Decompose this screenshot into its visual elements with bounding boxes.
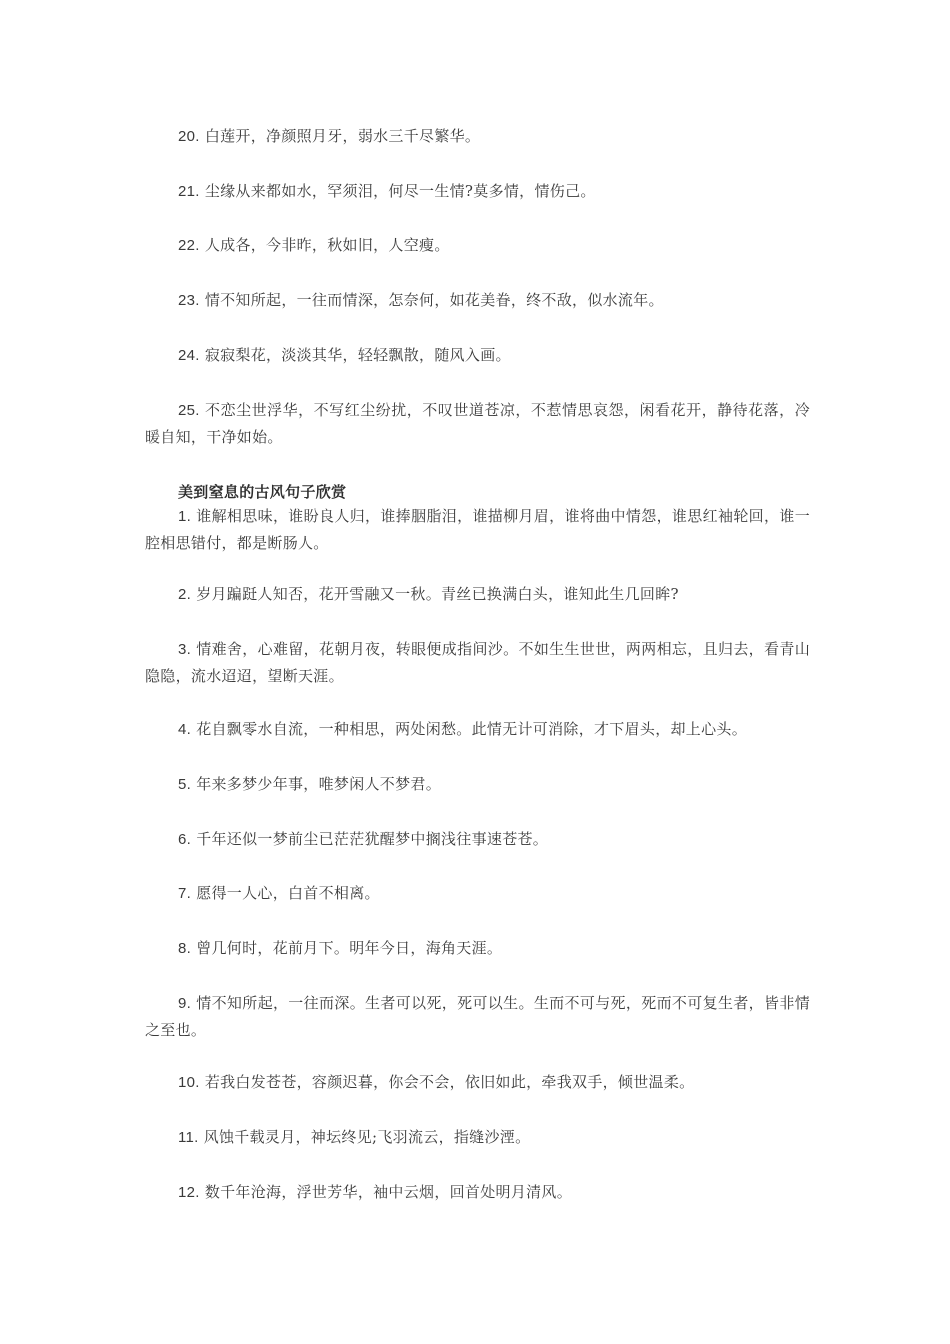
item-number: 12.: [178, 1184, 200, 1201]
item-number: 6.: [178, 831, 192, 848]
item-number: 20.: [178, 128, 200, 145]
list-item: [145, 503, 810, 557]
list-item: [145, 397, 810, 451]
item-text: 若我白发苍苍，容颜迟暮，你会不会，依旧如此，牵我双手，倾世温柔。: [199, 1073, 695, 1091]
list-item: [145, 287, 810, 314]
list-item: [145, 232, 810, 259]
item-number: 1.: [178, 508, 192, 525]
item-text: 白莲开，净颜照月牙，弱水三千尽繁华。: [199, 127, 481, 145]
item-text: 花自飘零水自流，一种相思，两处闲愁。此情无计可消除，才下眉头，却上心头。: [191, 720, 747, 738]
item-text: 情不知所起，一往而情深，怎奈何，如花美眷，终不敌，似水流年。: [199, 291, 664, 309]
list-item: [145, 771, 810, 798]
item-number: 22.: [178, 237, 200, 254]
list-item: [145, 1179, 810, 1206]
list-item: [145, 581, 810, 608]
item-number: 7.: [178, 885, 192, 902]
list-item: [145, 826, 810, 853]
list-item: [145, 636, 810, 690]
item-number: 21.: [178, 183, 200, 200]
list-item: [145, 123, 810, 150]
item-number: 10.: [178, 1074, 200, 1091]
list-item: [145, 990, 810, 1044]
item-text: 不恋尘世浮华，不写红尘纷扰，不叹世道苍凉，不惹情思哀怨，闲看花开，静待花落，冷暖自知，干净如始。: [145, 401, 810, 446]
item-number: 23.: [178, 292, 200, 309]
item-text: 千年还似一梦前尘已茫茫犹醒梦中搁浅往事速苍苍。: [191, 830, 549, 848]
list-item: [145, 342, 810, 369]
item-text: 情不知所起，一往而深。生者可以死，死可以生。生而不可与死，死而不可复生者，皆非情之至也。: [145, 994, 810, 1039]
item-number: 4.: [178, 721, 192, 738]
item-text: 风蚀千载灵月，神坛终见;飞羽流云，指缝沙湮。: [198, 1128, 531, 1146]
list-item: [145, 1069, 810, 1096]
item-number: 5.: [178, 776, 192, 793]
item-text: 岁月蹁跹人知否，花开雪融又一秋。青丝已换满白头，谁知此生几回眸?: [191, 585, 679, 603]
item-number: 25.: [178, 402, 200, 419]
list-item: [145, 935, 810, 962]
item-text: 尘缘从来都如水，罕须泪，何尽一生情?莫多情，情伤己。: [199, 182, 596, 200]
item-number: 9.: [178, 995, 192, 1012]
item-number: 3.: [178, 641, 192, 658]
section-heading: 美到窒息的古风句子欣赏: [178, 483, 347, 501]
list-item: [145, 1124, 810, 1151]
item-text: 年来多梦少年事，唯梦闲人不梦君。: [191, 775, 441, 793]
item-number: 11.: [178, 1129, 199, 1146]
item-number: 8.: [178, 940, 192, 957]
item-text: 数千年沧海，浮世芳华，袖中云烟，回首处明月清风。: [199, 1183, 573, 1201]
item-text: 曾几何时，花前月下。明年今日，海角天涯。: [191, 939, 503, 957]
list-item: [145, 178, 810, 205]
item-text: 愿得一人心，白首不相离。: [191, 884, 380, 902]
item-text: 人成各，今非昨，秋如旧，人空瘦。: [199, 236, 450, 254]
list-item: [145, 880, 810, 907]
item-number: 2.: [178, 586, 192, 603]
item-text: 情难舍，心难留，花朝月夜，转眼便成指间沙。不如生生世世，两两相忘，且归去，看青山隐隐，流水迢迢，望断天涯。: [145, 640, 810, 685]
item-text: 寂寂梨花，淡淡其华，轻轻飘散，随风入画。: [199, 346, 511, 364]
list-item: [145, 716, 810, 743]
item-number: 24.: [178, 347, 200, 364]
item-text: 谁解相思味，谁盼良人归，谁捧胭脂泪，谁描柳月眉，谁将曲中情怨，谁思红袖轮回，谁一腔相思错付，都是断肠人。: [145, 507, 810, 552]
